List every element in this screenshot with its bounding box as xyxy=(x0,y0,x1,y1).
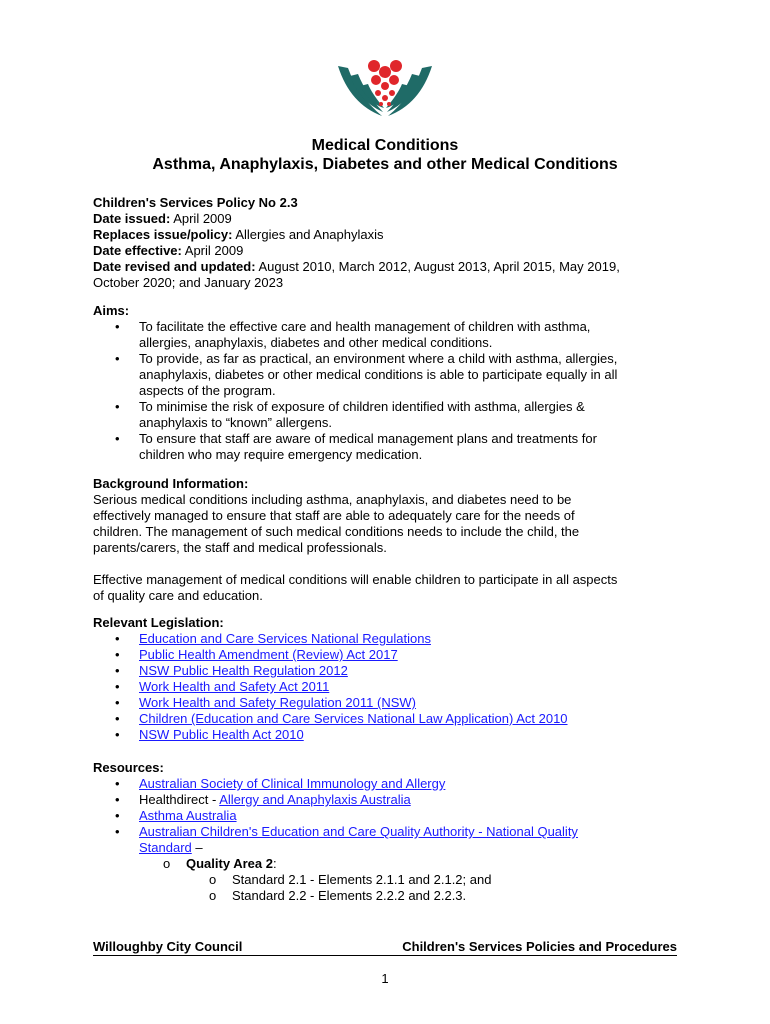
date-issued-label: Date issued: xyxy=(93,211,171,226)
background-heading: Background Information: xyxy=(93,476,249,491)
date-revised-label: Date revised and updated: xyxy=(93,259,256,274)
legislation-link[interactable]: NSW Public Health Act 2010 xyxy=(139,727,304,742)
resources-section: Resources: • Australian Society of Clinical Immunology and Allergy • Healthdirect - Allergy and Anaphylaxis Australia • Asthma Australia • Australian Children's Education and Care Quality Authority - National Quality Standard – o Quality Area 2: o Standard 2.1 - Elements 2.1.1 and 2.1.2; and o Standard 2.2 - Elements 2.2.2 and 2.2.3. xyxy=(93,760,693,904)
replaces-label: Replaces issue/policy: xyxy=(93,227,233,242)
aims-section xyxy=(93,303,693,463)
resource-link[interactable]: Allergy and Anaphylaxis Australia xyxy=(219,792,411,807)
date-effective-value: April 2009 xyxy=(181,243,244,258)
legislation-link[interactable]: NSW Public Health Regulation 2012 xyxy=(139,663,348,678)
date-effective-label: Date effective: xyxy=(93,243,182,258)
legislation-link[interactable]: Work Health and Safety Act 2011 xyxy=(139,679,330,694)
standard-item: o Standard 2.2 - Elements 2.2.2 and 2.2.3. xyxy=(93,888,693,904)
legislation-link[interactable]: Children (Education and Care Services National Law Application) Act 2010 xyxy=(139,711,568,726)
quality-area-item: o Quality Area 2: xyxy=(93,856,693,872)
replaces-value: Allergies and Anaphylaxis xyxy=(232,227,384,242)
footer-right: Children's Services Policies and Procedures xyxy=(402,939,677,954)
resource-link[interactable]: Standard xyxy=(139,840,192,855)
background-paragraph: Serious medical conditions including asthma, anaphylaxis, and diabetes need to be effectively managed to ensure that staff are able to adequately care for the needs of children. The management of such medical conditions needs to include the child, the parents/carers, the staff and medical professionals. xyxy=(93,492,580,555)
date-revised-row xyxy=(93,259,693,275)
legislation-heading: Relevant Legislation: xyxy=(93,615,224,630)
aims-item: • To ensure that staff are aware of medical management plans and treatments for children who may require emergency medication. xyxy=(93,431,693,463)
resource-link[interactable]: Australian Society of Clinical Immunology and Allergy xyxy=(139,776,446,791)
legislation-link[interactable]: Work Health and Safety Regulation 2011 (NSW) xyxy=(139,695,416,710)
background-paragraph: Effective management of medical conditions will enable children to participate in all aspects of quality care and education. xyxy=(93,572,618,603)
legislation-link[interactable]: Education and Care Services National Regulations xyxy=(139,631,431,646)
page-number: 1 xyxy=(381,971,389,986)
document-title: Medical Conditions xyxy=(311,137,459,154)
aims-heading: Aims: xyxy=(93,303,130,318)
policy-meta xyxy=(93,195,693,291)
aims-item: • To provide, as far as practical, an environment where a child with asthma, allergies, anaphylaxis, diabetes or other medical conditions is able to participate equally in all aspects of the program. xyxy=(93,351,693,399)
date-issued-row xyxy=(93,211,693,227)
policy-number: Children's Services Policy No 2.3 xyxy=(93,195,298,210)
date-issued-value: April 2009 xyxy=(170,211,232,226)
aims-item: • To minimise the risk of exposure of children identified with asthma, allergies & anaphylaxis to “known” allergens. xyxy=(93,399,693,431)
document-subtitle: Asthma, Anaphylaxis, Diabetes and other Medical Conditions xyxy=(152,156,618,173)
date-revised-value: August 2010, March 2012, August 2013, April 2015, May 2019, xyxy=(255,259,620,274)
footer-divider xyxy=(93,955,677,956)
resource-link[interactable]: Asthma Australia xyxy=(139,808,237,823)
legislation-link[interactable]: Public Health Amendment (Review) Act 2017 xyxy=(139,647,398,662)
resource-prefix: Healthdirect - xyxy=(139,792,220,807)
date-effective-row xyxy=(93,243,693,259)
legislation-section xyxy=(93,615,693,743)
standard-item: o Standard 2.1 - Elements 2.1.1 and 2.1.2; and xyxy=(93,872,693,888)
council-flower-logo-icon xyxy=(330,56,440,120)
aims-item: • To facilitate the effective care and health management of children with asthma, allergies, anaphylaxis, diabetes and other medical conditions. xyxy=(93,319,693,351)
resources-heading: Resources: xyxy=(93,760,164,775)
replaces-row xyxy=(93,227,693,243)
resource-link[interactable]: Australian Children's Education and Care Quality Authority - National Quality xyxy=(139,824,578,839)
background-section xyxy=(93,476,693,604)
footer-left: Willoughby City Council xyxy=(93,939,243,954)
date-revised-continued: October 2020; and January 2023 xyxy=(93,275,284,290)
